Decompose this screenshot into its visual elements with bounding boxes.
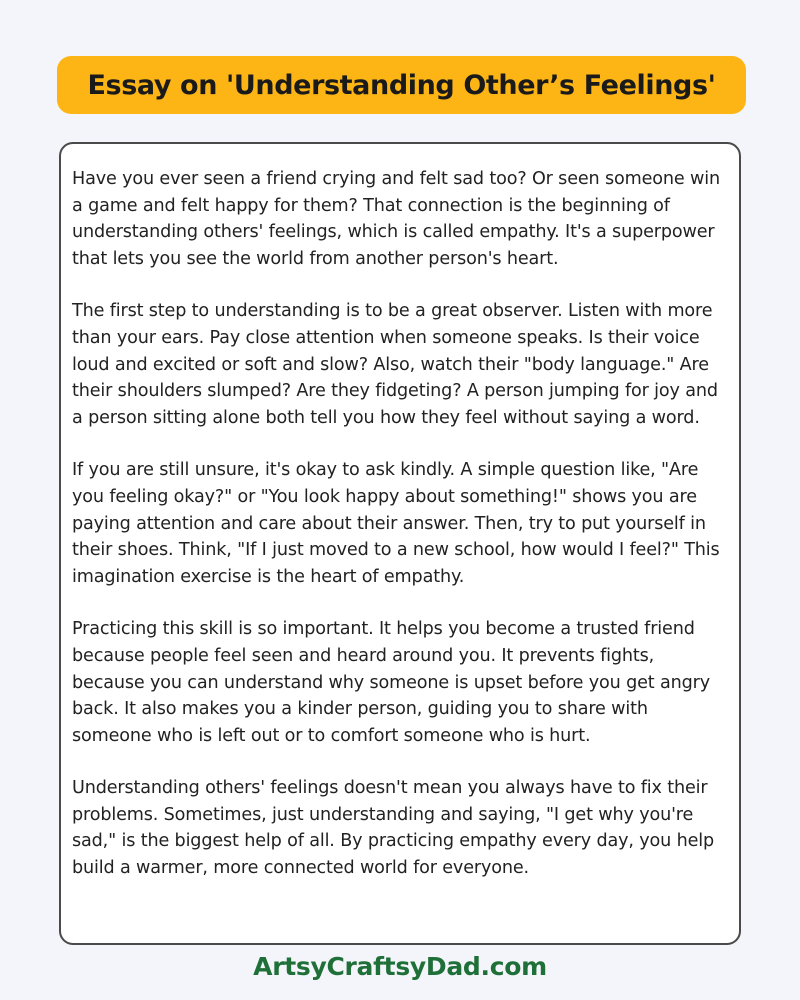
title-banner xyxy=(57,56,746,114)
footer-brand-link[interactable]: ArtsyCraftsyDad.com xyxy=(253,952,547,981)
essay-paragraph-1: Have you ever seen a friend crying and felt sad too? Or seen someone win a game and felt happy for them? That connection is the beginning of understanding others' feelings, which is called empathy. It's a superpower that lets you see the world from another person's heart. xyxy=(72,169,720,269)
essay-box xyxy=(59,142,741,945)
essay-paragraph-2: The first step to understanding is to be a great observer. Listen with more than your ears. Pay close attention when someone speaks. Is their voice loud and excited or soft and slow? Also, watch their "body language." Are their shoulders slumped? Are they fidgeting? A person jumping for joy and a person sitting alone both tell you how they feel without saying a word. xyxy=(72,301,718,428)
essay-paragraph-3: If you are still unsure, it's okay to ask kindly. A simple question like, "Are you feeling okay?" or "You look happy about something!" shows you are paying attention and care about their answer. Then, try to put yourself in their shoes. Think, "If I just moved to a new school, how would I feel?" This imagination exercise is the heart of empathy. xyxy=(72,460,720,587)
essay-paragraph-5: Understanding others' feelings doesn't mean you always have to fix their problems. Sometimes, just understanding and saying, "I get why you're sad," is the biggest help of all. By practicing empathy every day, you help build a warmer, more connected world for everyone. xyxy=(72,778,714,879)
essay-paragraph-4: Practicing this skill is so important. It helps you become a trusted friend because people feel seen and heard around you. It prevents fights, because you can understand why someone is upset before you get angry back. It also makes you a kinder person, guiding you to share with someone who is left out or to comfort someone who is hurt. xyxy=(72,619,710,746)
page-title: Essay on 'Understanding Other’s Feelings' xyxy=(87,69,716,101)
